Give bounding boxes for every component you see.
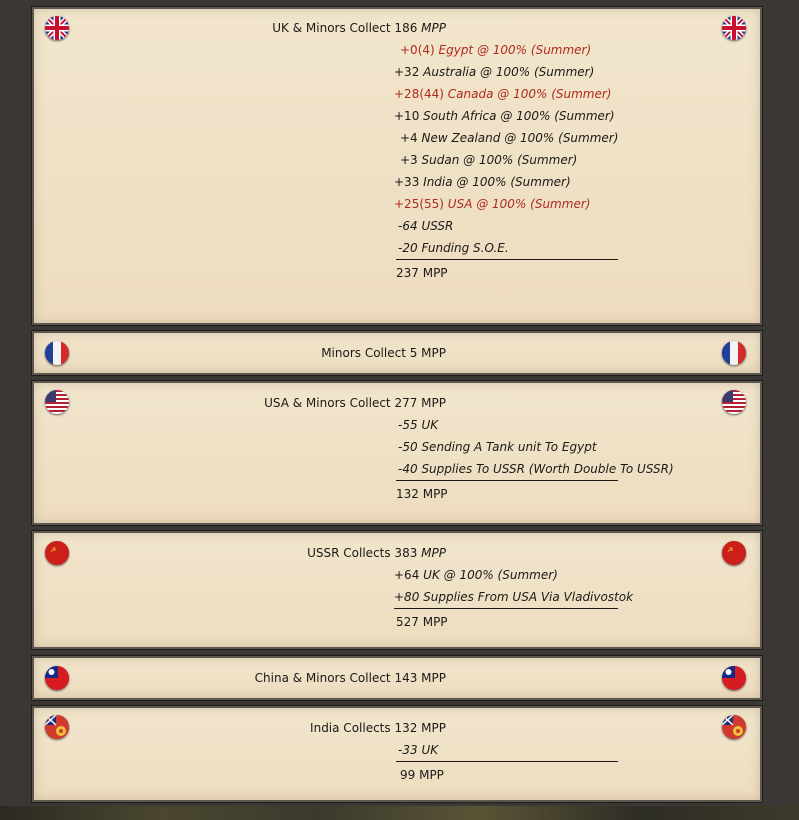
panel-title: Minors Collect 5 MPP [321,346,446,360]
total-divider [396,259,618,260]
total-divider [396,761,618,762]
income-entry: +33 India @ 100% (Summer) [394,175,571,189]
uk-flag-icon [722,16,746,40]
china-collection-panel [31,655,763,701]
ussr-flag-icon [722,541,746,565]
france-flag-icon [45,341,69,365]
uk-flag-icon [45,16,69,40]
svg-text:☭: ☭ [727,546,734,554]
total-divider [394,608,618,609]
india-collection-panel [31,705,763,803]
ussr-collection-panel [31,530,763,650]
expense-entry: -33 UK [398,743,439,757]
china-flag-icon [45,666,69,690]
india-flag-icon [722,715,746,739]
france-collection-panel [31,330,763,376]
income-entry: +25(55) USA @ 100% (Summer) [394,197,591,211]
panel-title: China & Minors Collect 143 MPP [254,671,446,685]
usa-flag-icon [722,390,746,414]
india-flag-icon [45,715,69,739]
income-entry: +3 Sudan @ 100% (Summer) [400,153,578,167]
panel-title: USA & Minors Collect 277 MPP [264,396,446,410]
usa-flag-icon [45,390,69,414]
svg-text:☭: ☭ [50,546,57,554]
income-entry: +0(4) Egypt @ 100% (Summer) [400,43,592,57]
income-entry: +10 South Africa @ 100% (Summer) [394,109,615,123]
france-flag-icon [722,341,746,365]
expense-entry: -55 UK [398,418,439,432]
panel-total: 237 MPP [396,266,448,280]
income-entry: +4 New Zealand @ 100% (Summer) [400,131,619,145]
panel-title: India Collects 132 MPP [310,721,446,735]
income-entry: +80 Supplies From USA Via Vladivostok [394,590,634,604]
panel-title: USSR Collects 383 MPP [307,546,446,560]
panel-title: UK & Minors Collect 186 MPP [272,21,446,35]
expense-entry: -50 Sending A Tank unit To Egypt [398,440,597,454]
expense-entry: -40 Supplies To USSR (Worth Double To USSR) [398,462,674,476]
income-entry: +28(44) Canada @ 100% (Summer) [394,87,612,101]
expense-entry: -20 Funding S.O.E. [398,241,509,255]
china-flag-icon [722,666,746,690]
total-divider [396,480,618,481]
panel-total: 132 MPP [396,487,448,501]
income-entry: +64 UK @ 100% (Summer) [394,568,558,582]
usa-collection-panel [31,380,763,526]
ussr-flag-icon [45,541,69,565]
map-strip [0,806,799,820]
income-entry: +32 Australia @ 100% (Summer) [394,65,595,79]
panel-total: 527 MPP [396,615,448,629]
uk-collection-panel [31,6,763,326]
expense-entry: -64 USSR [398,219,454,233]
panel-total: 99 MPP [400,768,444,782]
